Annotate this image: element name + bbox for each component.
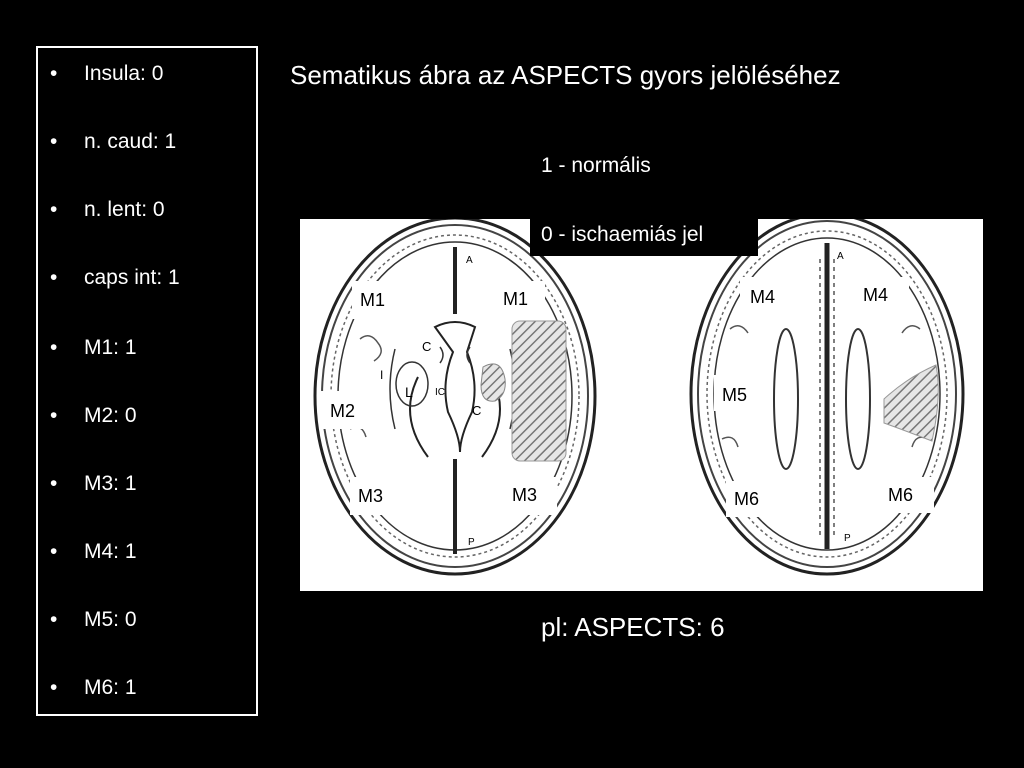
score-list-item bbox=[48, 198, 165, 222]
bullet-icon: • bbox=[50, 472, 58, 495]
score-list-label: M2: 0 bbox=[84, 404, 137, 427]
bullet-icon: • bbox=[50, 336, 58, 359]
ganglionic-level-slice bbox=[315, 219, 595, 574]
bullet-icon: • bbox=[50, 404, 58, 427]
score-list-label: M3: 1 bbox=[84, 472, 137, 495]
legend-normal: 1 - normális bbox=[541, 154, 651, 177]
small-label-c-right: C bbox=[472, 403, 482, 418]
score-list-label: M6: 1 bbox=[84, 676, 137, 699]
score-list-item bbox=[48, 266, 180, 290]
small-label-p-left: P bbox=[468, 537, 475, 548]
score-list-item bbox=[48, 472, 137, 496]
score-list-item bbox=[48, 62, 163, 86]
score-list-item bbox=[48, 608, 137, 632]
page-title: Sematikus ábra az ASPECTS gyors jelöléséhez bbox=[290, 60, 841, 90]
score-list-label: M5: 0 bbox=[84, 608, 137, 631]
supraganglionic-level-slice bbox=[691, 219, 963, 574]
small-label-a-left: A bbox=[466, 255, 473, 266]
region-label-m1-left: M1 bbox=[360, 290, 386, 310]
score-list-label: n. caud: 1 bbox=[84, 130, 177, 153]
score-list-item bbox=[48, 336, 137, 360]
bullet-icon: • bbox=[50, 130, 58, 153]
score-list-item bbox=[48, 676, 137, 700]
small-label-ic: IC bbox=[435, 387, 445, 398]
small-label-i: I bbox=[380, 368, 384, 382]
region-label-m3-right: M3 bbox=[512, 485, 538, 505]
small-label-p-right: P bbox=[844, 533, 851, 544]
region-label-m4-left: M4 bbox=[750, 287, 776, 307]
bullet-icon: • bbox=[50, 198, 58, 221]
region-label-m4-right: M4 bbox=[863, 285, 889, 305]
brain-diagram bbox=[300, 219, 983, 591]
region-label-m1-right: M1 bbox=[503, 289, 529, 309]
score-list-label: n. lent: 0 bbox=[84, 198, 165, 221]
score-list-box bbox=[36, 46, 258, 716]
region-label-m5: M5 bbox=[722, 385, 748, 405]
region-label-m2: M2 bbox=[330, 401, 356, 421]
region-label-m6-left: M6 bbox=[734, 489, 760, 509]
region-label-m6-right: M6 bbox=[888, 485, 914, 505]
bullet-icon: • bbox=[50, 62, 58, 85]
score-list-label: caps int: 1 bbox=[84, 266, 180, 289]
score-list-item bbox=[48, 540, 137, 564]
score-list-label: M4: 1 bbox=[84, 540, 137, 563]
small-label-a-right: A bbox=[837, 251, 844, 262]
score-list-label: M1: 1 bbox=[84, 336, 137, 359]
small-label-c-left: C bbox=[422, 339, 432, 354]
score-list-item bbox=[48, 404, 137, 428]
brain-diagram-panel bbox=[300, 219, 983, 591]
legend-ischemia: 0 - ischaemiás jel bbox=[530, 216, 758, 256]
score-list-label: Insula: 0 bbox=[84, 62, 164, 85]
bullet-icon: • bbox=[50, 676, 58, 699]
bullet-icon: • bbox=[50, 608, 58, 631]
score-list-item bbox=[48, 130, 176, 154]
small-label-l: L bbox=[405, 384, 413, 400]
region-label-m3-left: M3 bbox=[358, 486, 384, 506]
bullet-icon: • bbox=[50, 266, 58, 289]
bullet-icon: • bbox=[50, 540, 58, 563]
aspects-result: pl: ASPECTS: 6 bbox=[541, 612, 725, 642]
